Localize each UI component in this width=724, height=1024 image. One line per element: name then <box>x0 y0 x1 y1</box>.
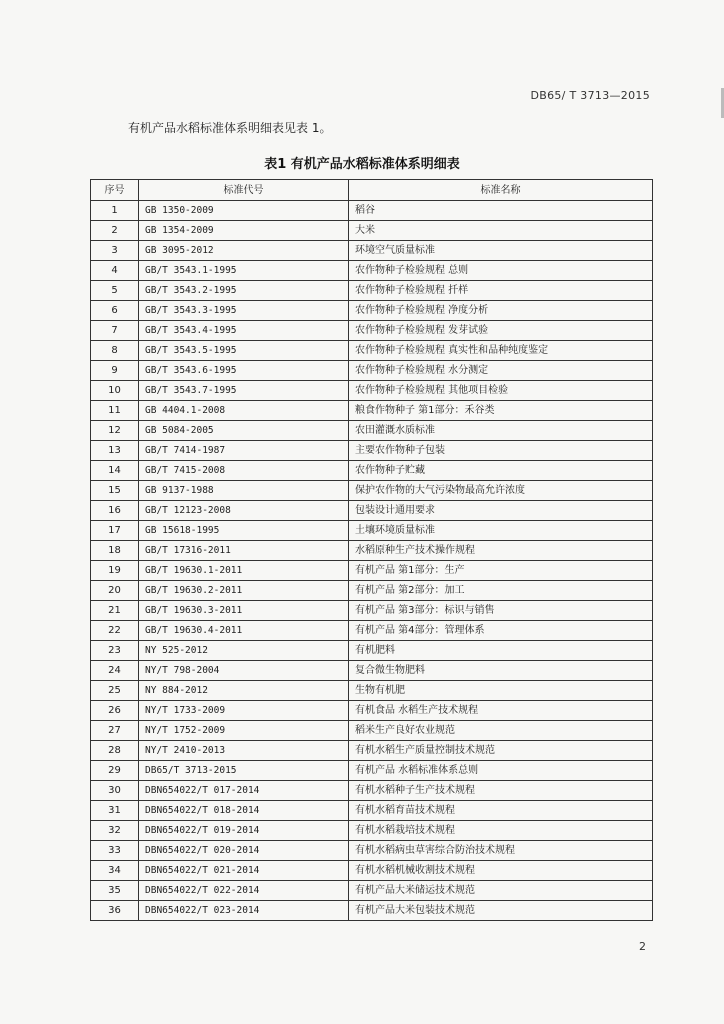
row-code: GB/T 3543.6-1995 <box>139 361 349 381</box>
row-name: 有机食品 水稻生产技术规程 <box>349 701 653 721</box>
row-name: 有机水稻种子生产技术规程 <box>349 781 653 801</box>
row-seq: 25 <box>91 681 139 701</box>
row-code: GB/T 19630.2-2011 <box>139 581 349 601</box>
row-name: 保护农作物的大气污染物最高允许浓度 <box>349 481 653 501</box>
row-name: 农作物种子检验规程 发芽试验 <box>349 321 653 341</box>
row-name: 有机产品 第2部分：加工 <box>349 581 653 601</box>
row-code: GB/T 19630.1-2011 <box>139 561 349 581</box>
row-seq: 5 <box>91 281 139 301</box>
row-seq: 8 <box>91 341 139 361</box>
table-row <box>91 261 653 281</box>
row-name: 粮食作物种子 第1部分：禾谷类 <box>349 401 653 421</box>
row-name: 农作物种子检验规程 水分测定 <box>349 361 653 381</box>
row-seq: 24 <box>91 661 139 681</box>
table-row <box>91 541 653 561</box>
table-row <box>91 761 653 781</box>
table-row <box>91 201 653 221</box>
row-seq: 21 <box>91 601 139 621</box>
row-name: 大米 <box>349 221 653 241</box>
row-name: 包装设计通用要求 <box>349 501 653 521</box>
row-seq: 12 <box>91 421 139 441</box>
row-name: 农田灌溉水质标准 <box>349 421 653 441</box>
table-row <box>91 381 653 401</box>
table-row <box>91 341 653 361</box>
row-seq: 7 <box>91 321 139 341</box>
row-code: GB 5084-2005 <box>139 421 349 441</box>
row-name: 水稻原种生产技术操作规程 <box>349 541 653 561</box>
row-code: GB/T 3543.5-1995 <box>139 341 349 361</box>
table-row <box>91 501 653 521</box>
table-row <box>91 781 653 801</box>
row-seq: 31 <box>91 801 139 821</box>
row-name: 有机产品 水稻标准体系总则 <box>349 761 653 781</box>
table-row <box>91 841 653 861</box>
row-code: GB 3095-2012 <box>139 241 349 261</box>
table-row <box>91 701 653 721</box>
row-name: 复合微生物肥料 <box>349 661 653 681</box>
row-seq: 2 <box>91 221 139 241</box>
row-code: GB/T 3543.4-1995 <box>139 321 349 341</box>
table-row <box>91 281 653 301</box>
row-name: 有机水稻病虫草害综合防治技术规程 <box>349 841 653 861</box>
row-seq: 36 <box>91 901 139 921</box>
row-seq: 13 <box>91 441 139 461</box>
row-name: 农作物种子检验规程 真实性和品种纯度鉴定 <box>349 341 653 361</box>
table-row <box>91 821 653 841</box>
table-row <box>91 881 653 901</box>
row-seq: 6 <box>91 301 139 321</box>
row-code: DBN654022/T 019-2014 <box>139 821 349 841</box>
table-row <box>91 221 653 241</box>
row-seq: 32 <box>91 821 139 841</box>
row-name: 有机水稻育苗技术规程 <box>349 801 653 821</box>
row-seq: 14 <box>91 461 139 481</box>
row-seq: 23 <box>91 641 139 661</box>
row-code: GB 4404.1-2008 <box>139 401 349 421</box>
table-row <box>91 861 653 881</box>
row-seq: 17 <box>91 521 139 541</box>
table-row <box>91 521 653 541</box>
row-name: 生物有机肥 <box>349 681 653 701</box>
row-code: DBN654022/T 017-2014 <box>139 781 349 801</box>
document-id: DB65/ T 3713—2015 <box>530 89 650 102</box>
row-code: GB 1354-2009 <box>139 221 349 241</box>
table-row <box>91 581 653 601</box>
table-row <box>91 901 653 921</box>
row-name: 农作物种子贮藏 <box>349 461 653 481</box>
row-code: GB/T 12123-2008 <box>139 501 349 521</box>
table-row <box>91 801 653 821</box>
row-name: 有机产品 第1部分：生产 <box>349 561 653 581</box>
row-name: 土壤环境质量标准 <box>349 521 653 541</box>
row-code: NY/T 2410-2013 <box>139 741 349 761</box>
table-row <box>91 241 653 261</box>
row-seq: 34 <box>91 861 139 881</box>
row-seq: 19 <box>91 561 139 581</box>
row-seq: 9 <box>91 361 139 381</box>
row-seq: 28 <box>91 741 139 761</box>
table-row <box>91 441 653 461</box>
row-name: 农作物种子检验规程 其他项目检验 <box>349 381 653 401</box>
row-name: 农作物种子检验规程 总则 <box>349 261 653 281</box>
table-row <box>91 621 653 641</box>
row-code: DBN654022/T 018-2014 <box>139 801 349 821</box>
table-caption: 表1 有机产品水稻标准体系明细表 <box>264 157 460 172</box>
row-name: 有机产品大米包装技术规范 <box>349 901 653 921</box>
row-code: NY/T 1733-2009 <box>139 701 349 721</box>
row-code: DBN654022/T 022-2014 <box>139 881 349 901</box>
header-code: 标准代号 <box>139 180 349 201</box>
row-code: GB/T 7414-1987 <box>139 441 349 461</box>
header-seq: 序号 <box>91 180 139 201</box>
row-code: DBN654022/T 023-2014 <box>139 901 349 921</box>
row-seq: 22 <box>91 621 139 641</box>
row-seq: 1 <box>91 201 139 221</box>
row-code: GB 15618-1995 <box>139 521 349 541</box>
table-row <box>91 661 653 681</box>
table-row <box>91 561 653 581</box>
row-code: GB/T 3543.3-1995 <box>139 301 349 321</box>
row-code: GB 1350-2009 <box>139 201 349 221</box>
row-seq: 15 <box>91 481 139 501</box>
table-row <box>91 641 653 661</box>
row-code: NY/T 798-2004 <box>139 661 349 681</box>
intro-paragraph: 有机产品水稻标准体系明细表见表 1。 <box>128 121 332 135</box>
row-seq: 4 <box>91 261 139 281</box>
row-name: 有机肥料 <box>349 641 653 661</box>
table-row <box>91 461 653 481</box>
row-seq: 3 <box>91 241 139 261</box>
row-name: 有机产品大米储运技术规范 <box>349 881 653 901</box>
row-seq: 27 <box>91 721 139 741</box>
row-code: NY 525-2012 <box>139 641 349 661</box>
page-number: 2 <box>639 940 646 953</box>
row-seq: 20 <box>91 581 139 601</box>
row-code: GB/T 3543.7-1995 <box>139 381 349 401</box>
row-seq: 16 <box>91 501 139 521</box>
table-body <box>91 201 653 921</box>
row-seq: 26 <box>91 701 139 721</box>
row-seq: 35 <box>91 881 139 901</box>
row-code: GB/T 19630.4-2011 <box>139 621 349 641</box>
row-code: GB/T 7415-2008 <box>139 461 349 481</box>
row-seq: 30 <box>91 781 139 801</box>
table-row <box>91 721 653 741</box>
table-header-row <box>91 180 653 201</box>
row-code: GB/T 19630.3-2011 <box>139 601 349 621</box>
table-row <box>91 481 653 501</box>
row-name: 农作物种子检验规程 扦样 <box>349 281 653 301</box>
row-name: 有机水稻栽培技术规程 <box>349 821 653 841</box>
row-name: 主要农作物种子包装 <box>349 441 653 461</box>
row-code: GB 9137-1988 <box>139 481 349 501</box>
row-code: DBN654022/T 021-2014 <box>139 861 349 881</box>
row-seq: 10 <box>91 381 139 401</box>
row-seq: 18 <box>91 541 139 561</box>
header-name: 标准名称 <box>349 180 653 201</box>
row-code: DBN654022/T 020-2014 <box>139 841 349 861</box>
table-row <box>91 301 653 321</box>
row-seq: 11 <box>91 401 139 421</box>
table-row <box>91 401 653 421</box>
row-name: 有机产品 第3部分：标识与销售 <box>349 601 653 621</box>
row-name: 农作物种子检验规程 净度分析 <box>349 301 653 321</box>
table-row <box>91 421 653 441</box>
table-row <box>91 681 653 701</box>
row-seq: 29 <box>91 761 139 781</box>
row-code: NY 884-2012 <box>139 681 349 701</box>
row-name: 有机水稻生产质量控制技术规范 <box>349 741 653 761</box>
row-code: GB/T 3543.2-1995 <box>139 281 349 301</box>
row-name: 稻米生产良好农业规范 <box>349 721 653 741</box>
table-row <box>91 601 653 621</box>
row-name: 稻谷 <box>349 201 653 221</box>
row-seq: 33 <box>91 841 139 861</box>
row-code: DB65/T 3713-2015 <box>139 761 349 781</box>
table-row <box>91 361 653 381</box>
row-name: 有机产品 第4部分：管理体系 <box>349 621 653 641</box>
row-name: 有机水稻机械收割技术规程 <box>349 861 653 881</box>
row-code: NY/T 1752-2009 <box>139 721 349 741</box>
table-row <box>91 741 653 761</box>
row-code: GB/T 3543.1-1995 <box>139 261 349 281</box>
table-row <box>91 321 653 341</box>
row-name: 环境空气质量标准 <box>349 241 653 261</box>
standards-table <box>90 179 653 921</box>
row-code: GB/T 17316-2011 <box>139 541 349 561</box>
